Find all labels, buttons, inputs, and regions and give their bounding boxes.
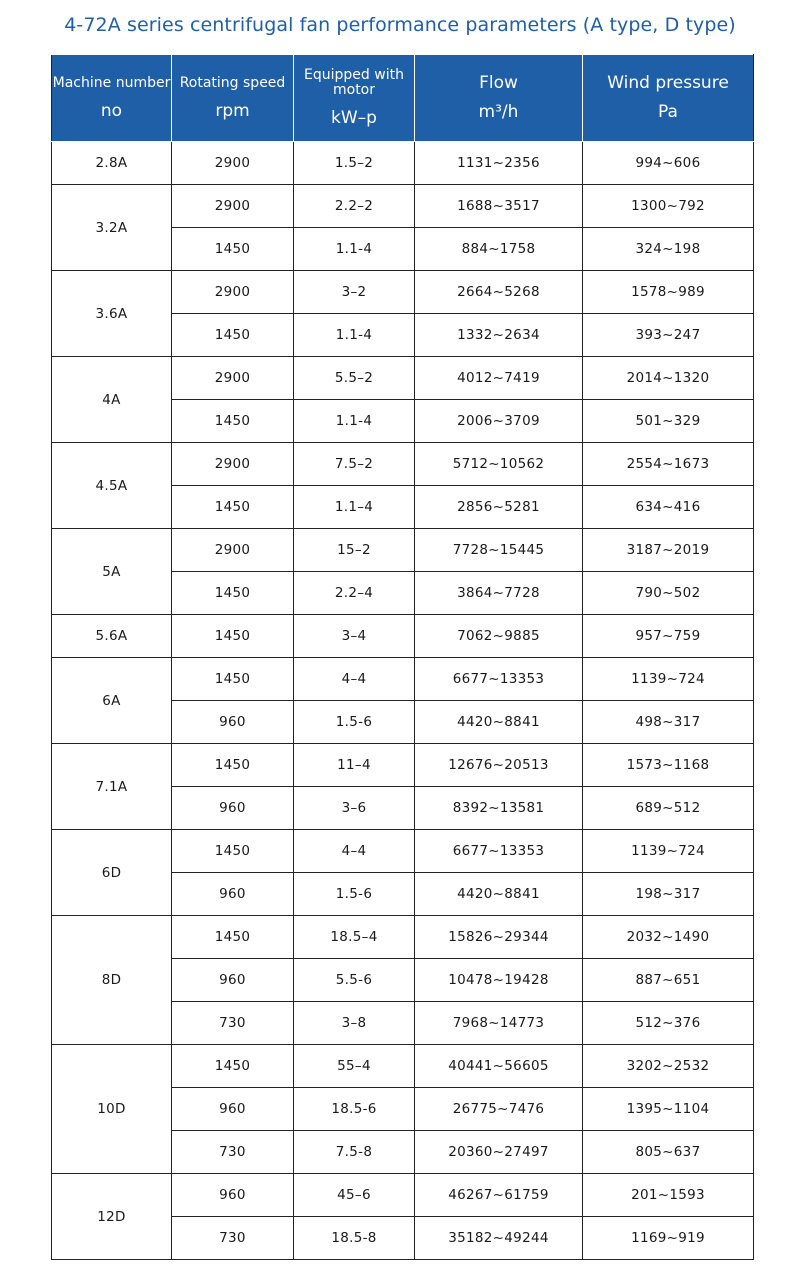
motor-cell: 15–2 <box>294 529 415 572</box>
table-row <box>52 615 754 658</box>
flow-cell: 12676~20513 <box>415 744 583 787</box>
header-label: Rotating speed <box>179 74 286 91</box>
flow-cell: 20360~27497 <box>415 1131 583 1174</box>
header-unit: no <box>100 100 123 121</box>
machine-number-cell: 4A <box>52 357 172 443</box>
table-row <box>52 1174 754 1217</box>
flow-cell: 46267~61759 <box>415 1174 583 1217</box>
flow-cell: 7062~9885 <box>415 615 583 658</box>
table-row <box>52 271 754 314</box>
wind-pressure-cell: 805~637 <box>583 1131 754 1174</box>
flow-cell: 2856~5281 <box>415 486 583 529</box>
flow-cell: 26775~7476 <box>415 1088 583 1131</box>
motor-cell: 1.5–2 <box>294 142 415 185</box>
header-machine-number <box>52 55 172 142</box>
wind-pressure-cell: 1169~919 <box>583 1217 754 1260</box>
flow-cell: 884~1758 <box>415 228 583 271</box>
motor-cell: 55–4 <box>294 1045 415 1088</box>
rotating-speed-cell: 1450 <box>172 830 294 873</box>
motor-cell: 3–4 <box>294 615 415 658</box>
wind-pressure-cell: 3202~2532 <box>583 1045 754 1088</box>
flow-cell: 4012~7419 <box>415 357 583 400</box>
rotating-speed-cell: 960 <box>172 1174 294 1217</box>
flow-cell: 2664~5268 <box>415 271 583 314</box>
machine-number-cell: 6A <box>52 658 172 744</box>
motor-cell: 45–6 <box>294 1174 415 1217</box>
rotating-speed-cell: 1450 <box>172 615 294 658</box>
performance-table <box>51 54 754 1260</box>
page-title: 4-72A series centrifugal fan performance parameters (A type, D type) <box>64 14 736 36</box>
table-row <box>52 443 754 486</box>
rotating-speed-cell: 960 <box>172 873 294 916</box>
wind-pressure-cell: 393~247 <box>583 314 754 357</box>
flow-cell: 7968~14773 <box>415 1002 583 1045</box>
motor-cell: 2.2–2 <box>294 185 415 228</box>
motor-cell: 3–2 <box>294 271 415 314</box>
motor-cell: 1.5-6 <box>294 701 415 744</box>
wind-pressure-cell: 1139~724 <box>583 658 754 701</box>
flow-cell: 15826~29344 <box>415 916 583 959</box>
wind-pressure-cell: 1300~792 <box>583 185 754 228</box>
header-wind-pressure <box>583 55 754 142</box>
rotating-speed-cell: 1450 <box>172 400 294 443</box>
rotating-speed-cell: 730 <box>172 1002 294 1045</box>
machine-number-cell: 12D <box>52 1174 172 1260</box>
table-body <box>52 142 754 1260</box>
table-row <box>52 1045 754 1088</box>
flow-cell: 1131~2356 <box>415 142 583 185</box>
header-rotating-speed <box>172 55 294 142</box>
machine-number-cell: 7.1A <box>52 744 172 830</box>
rotating-speed-cell: 1450 <box>172 228 294 271</box>
machine-number-cell: 6D <box>52 830 172 916</box>
flow-cell: 40441~56605 <box>415 1045 583 1088</box>
header-label: Flow <box>479 73 518 93</box>
flow-cell: 6677~13353 <box>415 830 583 873</box>
rotating-speed-cell: 730 <box>172 1217 294 1260</box>
flow-cell: 3864~7728 <box>415 572 583 615</box>
rotating-speed-cell: 2900 <box>172 443 294 486</box>
rotating-speed-cell: 960 <box>172 701 294 744</box>
flow-cell: 1332~2634 <box>415 314 583 357</box>
motor-cell: 11–4 <box>294 744 415 787</box>
motor-cell: 4–4 <box>294 830 415 873</box>
flow-cell: 8392~13581 <box>415 787 583 830</box>
flow-cell: 5712~10562 <box>415 443 583 486</box>
wind-pressure-cell: 198~317 <box>583 873 754 916</box>
motor-cell: 4–4 <box>294 658 415 701</box>
header-label: Wind pressure <box>607 73 729 93</box>
header-unit: Pa <box>658 102 678 122</box>
wind-pressure-cell: 3187~2019 <box>583 529 754 572</box>
wind-pressure-cell: 2014~1320 <box>583 357 754 400</box>
rotating-speed-cell: 1450 <box>172 916 294 959</box>
table-row <box>52 916 754 959</box>
machine-number-cell: 2.8A <box>52 142 172 185</box>
motor-cell: 1.1-4 <box>294 228 415 271</box>
header-label: Machine number <box>52 74 171 91</box>
flow-cell: 4420~8841 <box>415 873 583 916</box>
table-row <box>52 357 754 400</box>
flow-cell: 6677~13353 <box>415 658 583 701</box>
motor-cell: 1.1-4 <box>294 314 415 357</box>
machine-number-cell: 3.6A <box>52 271 172 357</box>
rotating-speed-cell: 1450 <box>172 486 294 529</box>
motor-cell: 18.5-8 <box>294 1217 415 1260</box>
wind-pressure-cell: 790~502 <box>583 572 754 615</box>
flow-cell: 4420~8841 <box>415 701 583 744</box>
rotating-speed-cell: 1450 <box>172 1045 294 1088</box>
wind-pressure-cell: 498~317 <box>583 701 754 744</box>
table-row <box>52 830 754 873</box>
header-unit: rpm <box>215 100 250 121</box>
flow-cell: 7728~15445 <box>415 529 583 572</box>
wind-pressure-cell: 201~1593 <box>583 1174 754 1217</box>
table-header <box>52 55 754 142</box>
rotating-speed-cell: 730 <box>172 1131 294 1174</box>
rotating-speed-cell: 1450 <box>172 658 294 701</box>
rotating-speed-cell: 2900 <box>172 271 294 314</box>
wind-pressure-cell: 887~651 <box>583 959 754 1002</box>
wind-pressure-cell: 957~759 <box>583 615 754 658</box>
motor-cell: 1.5-6 <box>294 873 415 916</box>
motor-cell: 3–8 <box>294 1002 415 1045</box>
motor-cell: 1.1-4 <box>294 400 415 443</box>
wind-pressure-cell: 1573~1168 <box>583 744 754 787</box>
machine-number-cell: 3.2A <box>52 185 172 271</box>
wind-pressure-cell: 1395~1104 <box>583 1088 754 1131</box>
machine-number-cell: 10D <box>52 1045 172 1174</box>
rotating-speed-cell: 2900 <box>172 357 294 400</box>
motor-cell: 7.5-8 <box>294 1131 415 1174</box>
machine-number-cell: 5A <box>52 529 172 615</box>
rotating-speed-cell: 960 <box>172 959 294 1002</box>
header-equipped-motor <box>294 55 415 142</box>
header-label: Equipped with motor <box>304 67 404 98</box>
machine-number-cell: 5.6A <box>52 615 172 658</box>
wind-pressure-cell: 501~329 <box>583 400 754 443</box>
wind-pressure-cell: 634~416 <box>583 486 754 529</box>
rotating-speed-cell: 1450 <box>172 744 294 787</box>
wind-pressure-cell: 994~606 <box>583 142 754 185</box>
flow-cell: 10478~19428 <box>415 959 583 1002</box>
wind-pressure-cell: 2554~1673 <box>583 443 754 486</box>
flow-cell: 35182~49244 <box>415 1217 583 1260</box>
machine-number-cell: 8D <box>52 916 172 1045</box>
motor-cell: 3–6 <box>294 787 415 830</box>
motor-cell: 5.5–2 <box>294 357 415 400</box>
flow-cell: 2006~3709 <box>415 400 583 443</box>
motor-cell: 1.1–4 <box>294 486 415 529</box>
rotating-speed-cell: 2900 <box>172 185 294 228</box>
rotating-speed-cell: 960 <box>172 1088 294 1131</box>
header-flow <box>415 55 583 142</box>
motor-cell: 2.2–4 <box>294 572 415 615</box>
rotating-speed-cell: 2900 <box>172 529 294 572</box>
table-row <box>52 744 754 787</box>
wind-pressure-cell: 689~512 <box>583 787 754 830</box>
rotating-speed-cell: 2900 <box>172 142 294 185</box>
wind-pressure-cell: 324~198 <box>583 228 754 271</box>
wind-pressure-cell: 1578~989 <box>583 271 754 314</box>
table-row <box>52 142 754 185</box>
rotating-speed-cell: 960 <box>172 787 294 830</box>
table-row <box>52 658 754 701</box>
machine-number-cell: 4.5A <box>52 443 172 529</box>
motor-cell: 7.5–2 <box>294 443 415 486</box>
table-row <box>52 185 754 228</box>
rotating-speed-cell: 1450 <box>172 314 294 357</box>
motor-cell: 18.5-6 <box>294 1088 415 1131</box>
motor-cell: 18.5–4 <box>294 916 415 959</box>
motor-cell: 5.5-6 <box>294 959 415 1002</box>
header-unit: kW–p <box>331 108 377 128</box>
rotating-speed-cell: 1450 <box>172 572 294 615</box>
flow-cell: 1688~3517 <box>415 185 583 228</box>
table-row <box>52 529 754 572</box>
header-unit: m³/h <box>478 102 519 122</box>
wind-pressure-cell: 2032~1490 <box>583 916 754 959</box>
wind-pressure-cell: 1139~724 <box>583 830 754 873</box>
wind-pressure-cell: 512~376 <box>583 1002 754 1045</box>
